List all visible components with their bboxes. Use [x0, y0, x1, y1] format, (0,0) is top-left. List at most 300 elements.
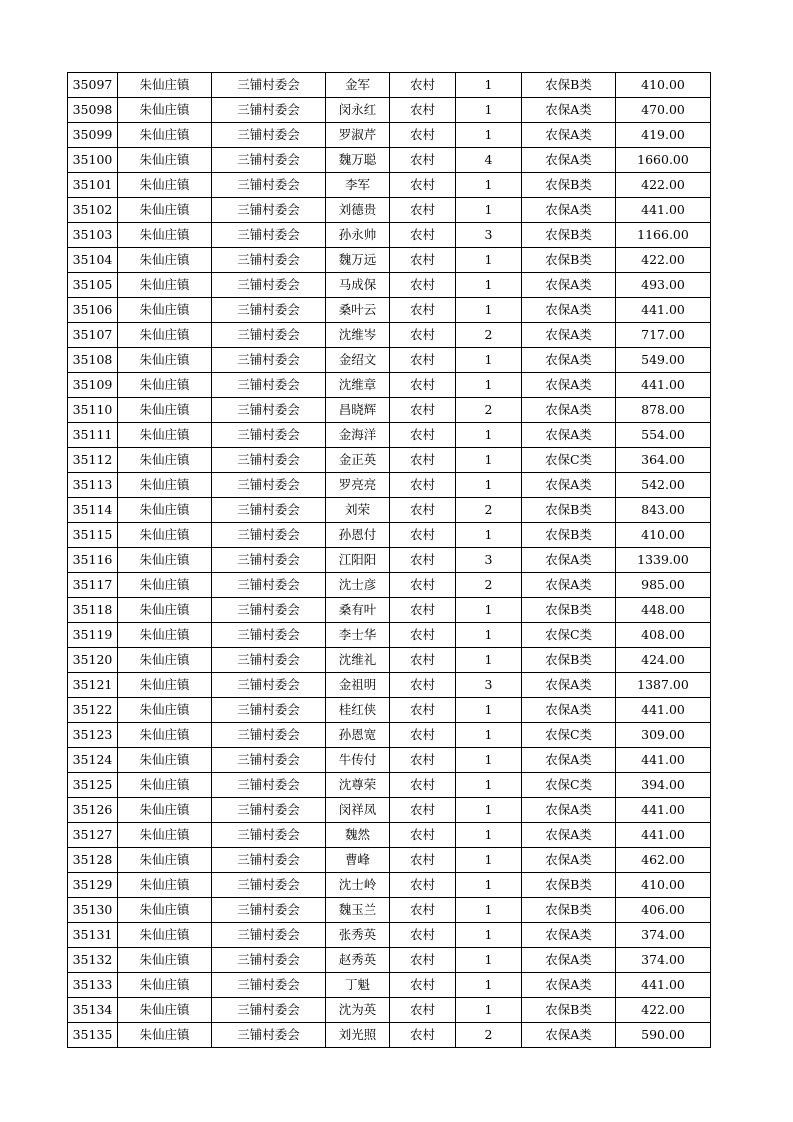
household-count-cell: 1 [456, 848, 522, 873]
village-cell: 三铺村委会 [212, 348, 326, 373]
insurance-class-cell: 农保C类 [522, 448, 616, 473]
village-cell: 三铺村委会 [212, 498, 326, 523]
town-cell: 朱仙庄镇 [118, 423, 212, 448]
amount-cell: 441.00 [616, 198, 711, 223]
record-id-cell: 35114 [68, 498, 118, 523]
village-cell: 三铺村委会 [212, 623, 326, 648]
household-count-cell: 1 [456, 373, 522, 398]
amount-cell: 441.00 [616, 698, 711, 723]
name-cell: 刘德贵 [326, 198, 390, 223]
table-row [68, 848, 711, 873]
amount-cell: 408.00 [616, 623, 711, 648]
area-type-cell: 农村 [390, 123, 456, 148]
household-count-cell: 1 [456, 248, 522, 273]
town-cell: 朱仙庄镇 [118, 948, 212, 973]
record-id-cell: 35131 [68, 923, 118, 948]
table-row [68, 98, 711, 123]
household-count-cell: 1 [456, 473, 522, 498]
table-row [68, 198, 711, 223]
record-id-cell: 35121 [68, 673, 118, 698]
insurance-class-cell: 农保A类 [522, 398, 616, 423]
town-cell: 朱仙庄镇 [118, 298, 212, 323]
village-cell: 三铺村委会 [212, 298, 326, 323]
name-cell: 李军 [326, 173, 390, 198]
record-id-cell: 35134 [68, 998, 118, 1023]
area-type-cell: 农村 [390, 273, 456, 298]
name-cell: 桑叶云 [326, 298, 390, 323]
record-id-cell: 35127 [68, 823, 118, 848]
amount-cell: 985.00 [616, 573, 711, 598]
household-count-cell: 1 [456, 698, 522, 723]
town-cell: 朱仙庄镇 [118, 798, 212, 823]
village-cell: 三铺村委会 [212, 998, 326, 1023]
town-cell: 朱仙庄镇 [118, 848, 212, 873]
village-cell: 三铺村委会 [212, 448, 326, 473]
household-count-cell: 1 [456, 998, 522, 1023]
town-cell: 朱仙庄镇 [118, 723, 212, 748]
area-type-cell: 农村 [390, 598, 456, 623]
name-cell: 沈士岭 [326, 873, 390, 898]
area-type-cell: 农村 [390, 373, 456, 398]
record-id-cell: 35133 [68, 973, 118, 998]
town-cell: 朱仙庄镇 [118, 573, 212, 598]
amount-cell: 422.00 [616, 248, 711, 273]
village-cell: 三铺村委会 [212, 823, 326, 848]
name-cell: 刘荣 [326, 498, 390, 523]
household-count-cell: 2 [456, 398, 522, 423]
record-id-cell: 35100 [68, 148, 118, 173]
table-row [68, 498, 711, 523]
insurance-class-cell: 农保A类 [522, 698, 616, 723]
table-row [68, 748, 711, 773]
table-row [68, 823, 711, 848]
amount-cell: 462.00 [616, 848, 711, 873]
area-type-cell: 农村 [390, 198, 456, 223]
household-count-cell: 1 [456, 73, 522, 98]
amount-cell: 549.00 [616, 348, 711, 373]
town-cell: 朱仙庄镇 [118, 348, 212, 373]
amount-cell: 493.00 [616, 273, 711, 298]
name-cell: 罗亮亮 [326, 473, 390, 498]
town-cell: 朱仙庄镇 [118, 198, 212, 223]
record-id-cell: 35117 [68, 573, 118, 598]
amount-cell: 470.00 [616, 98, 711, 123]
amount-cell: 394.00 [616, 773, 711, 798]
table-row [68, 248, 711, 273]
village-cell: 三铺村委会 [212, 848, 326, 873]
town-cell: 朱仙庄镇 [118, 623, 212, 648]
name-cell: 丁魁 [326, 973, 390, 998]
household-count-cell: 1 [456, 898, 522, 923]
name-cell: 沈尊荣 [326, 773, 390, 798]
town-cell: 朱仙庄镇 [118, 323, 212, 348]
name-cell: 魏玉兰 [326, 898, 390, 923]
area-type-cell: 农村 [390, 998, 456, 1023]
name-cell: 江阳阳 [326, 548, 390, 573]
town-cell: 朱仙庄镇 [118, 173, 212, 198]
insurance-class-cell: 农保B类 [522, 998, 616, 1023]
table-row [68, 473, 711, 498]
household-count-cell: 1 [456, 923, 522, 948]
record-id-cell: 35099 [68, 123, 118, 148]
amount-cell: 419.00 [616, 123, 711, 148]
area-type-cell: 农村 [390, 698, 456, 723]
household-count-cell: 1 [456, 823, 522, 848]
village-cell: 三铺村委会 [212, 548, 326, 573]
village-cell: 三铺村委会 [212, 523, 326, 548]
amount-cell: 441.00 [616, 798, 711, 823]
area-type-cell: 农村 [390, 948, 456, 973]
name-cell: 金正英 [326, 448, 390, 473]
village-cell: 三铺村委会 [212, 473, 326, 498]
name-cell: 马成保 [326, 273, 390, 298]
town-cell: 朱仙庄镇 [118, 98, 212, 123]
area-type-cell: 农村 [390, 523, 456, 548]
household-count-cell: 4 [456, 148, 522, 173]
town-cell: 朱仙庄镇 [118, 1023, 212, 1048]
record-id-cell: 35105 [68, 273, 118, 298]
name-cell: 昌晓辉 [326, 398, 390, 423]
table-row [68, 548, 711, 573]
name-cell: 闵永红 [326, 98, 390, 123]
household-count-cell: 1 [456, 273, 522, 298]
town-cell: 朱仙庄镇 [118, 73, 212, 98]
town-cell: 朱仙庄镇 [118, 523, 212, 548]
amount-cell: 590.00 [616, 1023, 711, 1048]
table-row [68, 623, 711, 648]
area-type-cell: 农村 [390, 798, 456, 823]
record-id-cell: 35123 [68, 723, 118, 748]
village-cell: 三铺村委会 [212, 598, 326, 623]
insurance-class-cell: 农保A类 [522, 748, 616, 773]
name-cell: 沈维岑 [326, 323, 390, 348]
village-cell: 三铺村委会 [212, 373, 326, 398]
insurance-class-cell: 农保A类 [522, 373, 616, 398]
amount-cell: 374.00 [616, 948, 711, 973]
area-type-cell: 农村 [390, 73, 456, 98]
name-cell: 沈士彦 [326, 573, 390, 598]
household-count-cell: 3 [456, 548, 522, 573]
household-count-cell: 1 [456, 523, 522, 548]
record-id-cell: 35103 [68, 223, 118, 248]
table-row [68, 998, 711, 1023]
village-cell: 三铺村委会 [212, 923, 326, 948]
town-cell: 朱仙庄镇 [118, 923, 212, 948]
insurance-class-cell: 农保A类 [522, 848, 616, 873]
table-row [68, 223, 711, 248]
household-count-cell: 2 [456, 323, 522, 348]
village-cell: 三铺村委会 [212, 248, 326, 273]
table-row [68, 673, 711, 698]
area-type-cell: 农村 [390, 573, 456, 598]
insurance-class-cell: 农保A类 [522, 273, 616, 298]
name-cell: 孙恩宽 [326, 723, 390, 748]
amount-cell: 441.00 [616, 373, 711, 398]
insurance-class-cell: 农保A类 [522, 798, 616, 823]
record-id-cell: 35097 [68, 73, 118, 98]
insurance-class-cell: 农保A类 [522, 548, 616, 573]
table-row [68, 973, 711, 998]
amount-cell: 878.00 [616, 398, 711, 423]
village-cell: 三铺村委会 [212, 698, 326, 723]
area-type-cell: 农村 [390, 673, 456, 698]
name-cell: 刘光照 [326, 1023, 390, 1048]
town-cell: 朱仙庄镇 [118, 673, 212, 698]
table-row [68, 348, 711, 373]
record-id-cell: 35120 [68, 648, 118, 673]
insurance-class-cell: 农保A类 [522, 823, 616, 848]
amount-cell: 309.00 [616, 723, 711, 748]
village-cell: 三铺村委会 [212, 673, 326, 698]
household-count-cell: 1 [456, 98, 522, 123]
area-type-cell: 农村 [390, 848, 456, 873]
village-cell: 三铺村委会 [212, 798, 326, 823]
village-cell: 三铺村委会 [212, 573, 326, 598]
table-row [68, 723, 711, 748]
name-cell: 魏万远 [326, 248, 390, 273]
insurance-class-cell: 农保B类 [522, 873, 616, 898]
household-count-cell: 1 [456, 198, 522, 223]
village-cell: 三铺村委会 [212, 123, 326, 148]
area-type-cell: 农村 [390, 348, 456, 373]
village-cell: 三铺村委会 [212, 773, 326, 798]
table-row [68, 948, 711, 973]
town-cell: 朱仙庄镇 [118, 223, 212, 248]
record-id-cell: 35128 [68, 848, 118, 873]
insurance-class-cell: 农保B类 [522, 498, 616, 523]
record-id-cell: 35122 [68, 698, 118, 723]
table-row [68, 598, 711, 623]
table-row [68, 698, 711, 723]
insurance-class-cell: 农保A类 [522, 673, 616, 698]
insurance-class-cell: 农保B类 [522, 73, 616, 98]
household-count-cell: 1 [456, 973, 522, 998]
table-row [68, 648, 711, 673]
amount-cell: 424.00 [616, 648, 711, 673]
area-type-cell: 农村 [390, 98, 456, 123]
table-row [68, 873, 711, 898]
area-type-cell: 农村 [390, 748, 456, 773]
area-type-cell: 农村 [390, 623, 456, 648]
area-type-cell: 农村 [390, 823, 456, 848]
record-id-cell: 35102 [68, 198, 118, 223]
town-cell: 朱仙庄镇 [118, 898, 212, 923]
record-id-cell: 35106 [68, 298, 118, 323]
amount-cell: 374.00 [616, 923, 711, 948]
village-cell: 三铺村委会 [212, 173, 326, 198]
amount-cell: 1660.00 [616, 148, 711, 173]
records-table [67, 72, 711, 1048]
record-id-cell: 35115 [68, 523, 118, 548]
town-cell: 朱仙庄镇 [118, 973, 212, 998]
household-count-cell: 1 [456, 623, 522, 648]
insurance-class-cell: 农保B类 [522, 173, 616, 198]
area-type-cell: 农村 [390, 448, 456, 473]
insurance-class-cell: 农保A类 [522, 298, 616, 323]
area-type-cell: 农村 [390, 773, 456, 798]
amount-cell: 441.00 [616, 748, 711, 773]
household-count-cell: 1 [456, 648, 522, 673]
village-cell: 三铺村委会 [212, 898, 326, 923]
amount-cell: 410.00 [616, 523, 711, 548]
town-cell: 朱仙庄镇 [118, 998, 212, 1023]
village-cell: 三铺村委会 [212, 323, 326, 348]
village-cell: 三铺村委会 [212, 723, 326, 748]
village-cell: 三铺村委会 [212, 98, 326, 123]
town-cell: 朱仙庄镇 [118, 248, 212, 273]
area-type-cell: 农村 [390, 648, 456, 673]
amount-cell: 410.00 [616, 73, 711, 98]
record-id-cell: 35098 [68, 98, 118, 123]
area-type-cell: 农村 [390, 1023, 456, 1048]
household-count-cell: 1 [456, 173, 522, 198]
village-cell: 三铺村委会 [212, 198, 326, 223]
village-cell: 三铺村委会 [212, 973, 326, 998]
insurance-class-cell: 农保A类 [522, 123, 616, 148]
village-cell: 三铺村委会 [212, 423, 326, 448]
area-type-cell: 农村 [390, 398, 456, 423]
insurance-class-cell: 农保C类 [522, 723, 616, 748]
village-cell: 三铺村委会 [212, 148, 326, 173]
town-cell: 朱仙庄镇 [118, 598, 212, 623]
insurance-class-cell: 农保A类 [522, 323, 616, 348]
record-id-cell: 35126 [68, 798, 118, 823]
record-id-cell: 35124 [68, 748, 118, 773]
insurance-class-cell: 农保A类 [522, 1023, 616, 1048]
insurance-class-cell: 农保A类 [522, 348, 616, 373]
town-cell: 朱仙庄镇 [118, 273, 212, 298]
insurance-class-cell: 农保A类 [522, 948, 616, 973]
household-count-cell: 1 [456, 448, 522, 473]
amount-cell: 422.00 [616, 998, 711, 1023]
insurance-class-cell: 农保A类 [522, 923, 616, 948]
amount-cell: 422.00 [616, 173, 711, 198]
name-cell: 金绍文 [326, 348, 390, 373]
name-cell: 桑有叶 [326, 598, 390, 623]
amount-cell: 1166.00 [616, 223, 711, 248]
area-type-cell: 农村 [390, 548, 456, 573]
village-cell: 三铺村委会 [212, 648, 326, 673]
town-cell: 朱仙庄镇 [118, 873, 212, 898]
village-cell: 三铺村委会 [212, 73, 326, 98]
insurance-class-cell: 农保A类 [522, 198, 616, 223]
insurance-class-cell: 农保A类 [522, 148, 616, 173]
household-count-cell: 1 [456, 798, 522, 823]
table-row [68, 1023, 711, 1048]
record-id-cell: 35112 [68, 448, 118, 473]
table-row [68, 898, 711, 923]
table-row [68, 773, 711, 798]
village-cell: 三铺村委会 [212, 748, 326, 773]
village-cell: 三铺村委会 [212, 948, 326, 973]
name-cell: 沈维礼 [326, 648, 390, 673]
household-count-cell: 1 [456, 748, 522, 773]
document-page [67, 72, 710, 1048]
insurance-class-cell: 农保B类 [522, 648, 616, 673]
amount-cell: 554.00 [616, 423, 711, 448]
household-count-cell: 2 [456, 573, 522, 598]
name-cell: 金祖明 [326, 673, 390, 698]
record-id-cell: 35135 [68, 1023, 118, 1048]
area-type-cell: 农村 [390, 923, 456, 948]
amount-cell: 441.00 [616, 298, 711, 323]
insurance-class-cell: 农保A类 [522, 973, 616, 998]
table-row [68, 148, 711, 173]
name-cell: 牛传付 [326, 748, 390, 773]
village-cell: 三铺村委会 [212, 398, 326, 423]
town-cell: 朱仙庄镇 [118, 448, 212, 473]
record-id-cell: 35111 [68, 423, 118, 448]
name-cell: 闵祥凤 [326, 798, 390, 823]
name-cell: 桂红侠 [326, 698, 390, 723]
table-row [68, 173, 711, 198]
town-cell: 朱仙庄镇 [118, 473, 212, 498]
area-type-cell: 农村 [390, 898, 456, 923]
insurance-class-cell: 农保A类 [522, 423, 616, 448]
area-type-cell: 农村 [390, 148, 456, 173]
table-row [68, 923, 711, 948]
name-cell: 罗淑芹 [326, 123, 390, 148]
amount-cell: 441.00 [616, 973, 711, 998]
record-id-cell: 35113 [68, 473, 118, 498]
town-cell: 朱仙庄镇 [118, 398, 212, 423]
amount-cell: 717.00 [616, 323, 711, 348]
amount-cell: 441.00 [616, 823, 711, 848]
table-row [68, 73, 711, 98]
household-count-cell: 1 [456, 298, 522, 323]
area-type-cell: 农村 [390, 223, 456, 248]
name-cell: 沈为英 [326, 998, 390, 1023]
amount-cell: 1339.00 [616, 548, 711, 573]
table-row [68, 573, 711, 598]
insurance-class-cell: 农保B类 [522, 523, 616, 548]
area-type-cell: 农村 [390, 173, 456, 198]
town-cell: 朱仙庄镇 [118, 498, 212, 523]
record-id-cell: 35101 [68, 173, 118, 198]
town-cell: 朱仙庄镇 [118, 648, 212, 673]
table-row [68, 523, 711, 548]
name-cell: 赵秀英 [326, 948, 390, 973]
household-count-cell: 1 [456, 123, 522, 148]
household-count-cell: 1 [456, 723, 522, 748]
table-row [68, 423, 711, 448]
village-cell: 三铺村委会 [212, 273, 326, 298]
town-cell: 朱仙庄镇 [118, 373, 212, 398]
name-cell: 魏然 [326, 823, 390, 848]
area-type-cell: 农村 [390, 323, 456, 348]
amount-cell: 1387.00 [616, 673, 711, 698]
area-type-cell: 农村 [390, 873, 456, 898]
town-cell: 朱仙庄镇 [118, 148, 212, 173]
record-id-cell: 35118 [68, 598, 118, 623]
town-cell: 朱仙庄镇 [118, 123, 212, 148]
household-count-cell: 1 [456, 348, 522, 373]
household-count-cell: 2 [456, 1023, 522, 1048]
record-id-cell: 35132 [68, 948, 118, 973]
household-count-cell: 3 [456, 673, 522, 698]
insurance-class-cell: 农保B类 [522, 898, 616, 923]
insurance-class-cell: 农保B类 [522, 598, 616, 623]
area-type-cell: 农村 [390, 248, 456, 273]
name-cell: 曹峰 [326, 848, 390, 873]
amount-cell: 448.00 [616, 598, 711, 623]
record-id-cell: 35116 [68, 548, 118, 573]
name-cell: 孙永帅 [326, 223, 390, 248]
household-count-cell: 1 [456, 948, 522, 973]
area-type-cell: 农村 [390, 723, 456, 748]
records-table-body [68, 73, 711, 1048]
village-cell: 三铺村委会 [212, 873, 326, 898]
